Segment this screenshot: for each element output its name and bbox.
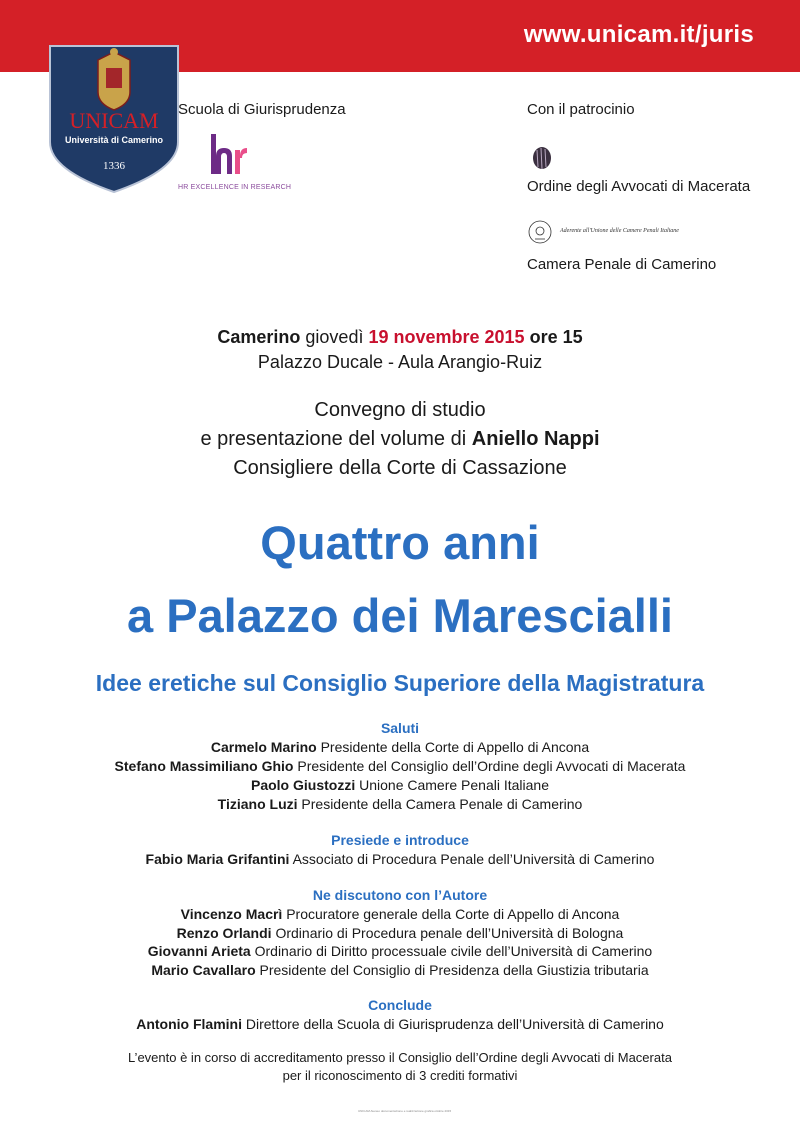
speaker-role: Presidente della Corte di Appello di Ancona (320, 739, 590, 755)
speaker-name: Fabio Maria Grifantini (145, 851, 290, 867)
speaker-role: Ordinario di Diritto processuale civile dell’Università di Camerino (254, 943, 653, 959)
coat-of-arms-icon (98, 48, 130, 110)
speaker-role: Associato di Procedura Penale dell’Università di Camerino (292, 851, 655, 867)
camera-penale-label: Camera Penale di Camerino (527, 256, 717, 273)
section-heading-presiede: Presiede e introduce (331, 832, 469, 848)
print-footnote: UNICAM Ateneo documentazione e realizzazione grafica ottobre 2015 (358, 1109, 452, 1113)
speaker-name: Antonio Flamini (136, 1016, 242, 1032)
intro-line-2-prefix: e presentazione del volume di (200, 428, 467, 450)
speaker-role: Presidente del Consiglio dell’Ordine degli Avvocati di Macerata (297, 758, 686, 774)
unicam-logo-text: UNICAM (69, 108, 159, 133)
author-name: Aniello Nappi (471, 428, 600, 450)
intro-line-3: Consigliere della Corte di Cassazione (233, 457, 567, 479)
event-date: 19 novembre 2015 (368, 327, 525, 347)
patronage-heading: Con il patrocinio (527, 101, 635, 118)
speaker-name: Giovanni Arieta (147, 943, 251, 959)
speaker-role: Unione Camere Penali Italiane (359, 777, 549, 793)
speaker-line (0, 777, 800, 793)
speaker-name: Stefano Massimiliano Ghio (114, 758, 294, 774)
hr-excellence-label: HR EXCELLENCE IN RESEARCH (178, 184, 292, 191)
event-venue: Palazzo Ducale - Aula Arangio-Ruiz (257, 352, 543, 372)
book-subtitle: Idee eretiche sul Consiglio Superiore della Magistratura (95, 670, 705, 696)
speaker-line (0, 962, 800, 978)
speaker-name: Mario Cavallaro (151, 962, 256, 978)
section-heading-saluti: Saluti (380, 720, 420, 736)
speaker-name: Paolo Giustozzi (250, 777, 356, 793)
camera-penale-icon (527, 219, 557, 245)
section-heading-discutono: Ne discutono con l’Autore (312, 887, 488, 903)
speaker-name: Renzo Orlandi (176, 925, 272, 941)
ordine-avvocati-icon (527, 145, 557, 171)
unicam-logo-subtitle: Università di Camerino (64, 135, 164, 145)
ordine-avvocati-label: Ordine degli Avvocati di Macerata (527, 178, 751, 195)
speaker-name: Carmelo Marino (210, 739, 317, 755)
section-heading-conclude: Conclude (368, 997, 432, 1013)
event-place: Camerino (217, 327, 301, 347)
school-name: Scuola di Giurisprudenza (178, 101, 346, 118)
event-time-prefix: ore (529, 327, 558, 347)
speaker-role: Procuratore generale della Corte di Appello di Ancona (286, 906, 620, 922)
book-title-line-1: Quattro anni (260, 516, 540, 569)
speaker-name: Tiziano Luzi (217, 796, 298, 812)
website-url[interactable]: www.unicam.it/juris (523, 21, 754, 48)
event-time: 15 (562, 327, 583, 347)
speaker-line (0, 1016, 800, 1032)
speaker-line (0, 796, 800, 812)
speaker-role: Direttore della Scuola di Giurisprudenza dell’Università di Camerino (245, 1016, 664, 1032)
speaker-line (0, 739, 800, 755)
speaker-name: Vincenzo Macrì (180, 906, 283, 922)
speaker-line (0, 925, 800, 941)
intro-line-2 (0, 428, 800, 451)
speaker-line (0, 906, 800, 922)
speaker-role: Presidente della Camera Penale di Camerino (301, 796, 583, 812)
accreditation-line-1: L’evento è in corso di accreditamento presso il Consiglio dell’Ordine degli Avvocati di Macerata (128, 1050, 672, 1065)
intro-line-1: Convegno di studio (314, 399, 486, 421)
accreditation-line-2: per il riconoscimento di 3 crediti formativi (282, 1068, 518, 1083)
book-title-line-2: a Palazzo dei Marescialli (127, 589, 673, 642)
speaker-role: Presidente del Consiglio di Presidenza della Giustizia tributaria (259, 962, 649, 978)
event-weekday: giovedì (305, 327, 364, 347)
speaker-line (0, 851, 800, 867)
speaker-line (0, 943, 800, 959)
unicam-logo-year: 1336 (103, 160, 125, 172)
unicam-shield-logo (46, 42, 182, 194)
speaker-line (0, 758, 800, 774)
camera-penale-affiliation: Aderente all'Unione delle Camere Penali Italiane (560, 228, 679, 234)
speaker-role: Ordinario di Procedura penale dell’Università di Bologna (275, 925, 624, 941)
event-date-line (0, 327, 800, 348)
